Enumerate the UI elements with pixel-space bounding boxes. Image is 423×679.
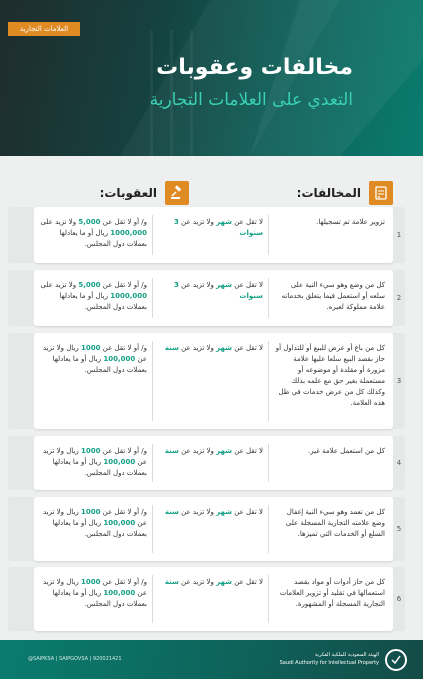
footer bbox=[0, 640, 423, 679]
page-subtitle: التعدي على العلامات التجارية bbox=[149, 90, 353, 110]
penalties-label: العقوبات: bbox=[99, 186, 157, 200]
prison-duration: لا تقل عن شهر ولا تزيد عن سنة bbox=[164, 447, 263, 455]
row-number: 6 bbox=[393, 567, 405, 631]
organization-name: الهيئة السعودية للملكية الفكرية Saudi Authority for Intellectual Property bbox=[279, 652, 379, 666]
violation-text: كل من استعمل علامة غير. bbox=[308, 447, 385, 455]
gavel-icon bbox=[165, 181, 189, 205]
fine-amount: و/ أو لا تقل عن 5,000 ولا تزيد على 1000,000 ريال أو ما يعادلها بعملات دول المجلس. bbox=[40, 281, 147, 311]
table-row bbox=[34, 497, 402, 561]
violations-header bbox=[275, 178, 393, 208]
penalties-header bbox=[93, 178, 189, 208]
fine-amount: و/ أو لا تقل عن 5,000 ولا تزيد على 1000,000 ريال أو ما يعادلها بعملات دول المجلس. bbox=[40, 218, 147, 248]
category-tag: العلامات التجارية bbox=[8, 22, 80, 36]
prison-duration: لا تقل عن شهر ولا تزيد عن 3 سنوات bbox=[174, 281, 263, 300]
prison-duration: لا تقل عن شهر ولا تزيد عن 3 سنوات bbox=[174, 218, 263, 237]
violations-label: المخالفات: bbox=[296, 186, 361, 200]
document-icon bbox=[369, 181, 393, 205]
violation-text: كل من تعمد وهو سيء النية إغفال وضع علامته التجارية المسجلة على السلع أو الخدمات التي تميزها. bbox=[285, 508, 385, 538]
prison-duration: لا تقل عن شهر ولا تزيد عن سنة bbox=[164, 344, 263, 352]
prison-duration: لا تقل عن شهر ولا تزيد عن سنة bbox=[164, 578, 263, 586]
fine-amount: و/ أو لا تقل عن 1000 ريال ولا تزيد عن 100,000 ريال أو ما يعادلها بعملات دول المجلس. bbox=[42, 578, 147, 608]
violation-text: كل من باع أو عرض للبيع أو للتداول أو حاز بقصد البيع سلعا عليها علامة مزورة أو مقلدة أو موضوعه أو مستعملة بغير حق مع علمه بذلك وكذلك كل من عرض خدمات في ظل هذه العلامة. bbox=[275, 344, 385, 407]
row-number: 3 bbox=[393, 333, 405, 429]
row-number: 5 bbox=[393, 497, 405, 561]
row-number: 4 bbox=[393, 436, 405, 490]
row-number: 1 bbox=[393, 207, 405, 263]
violation-text: تزوير علامة تم تسجيلها. bbox=[316, 218, 385, 226]
table-row bbox=[34, 270, 402, 326]
violation-text: كل من حاز أدوات أو مواد بقصد استعمالها في تقليد أو تزوير العلامات التجارية المسجلة أو المشهورة. bbox=[279, 578, 385, 608]
fine-amount: و/ أو لا تقل عن 1000 ريال ولا تزيد عن 100,000 ريال أو ما يعادلها بعملات دول المجلس. bbox=[42, 508, 147, 538]
fine-amount: و/ أو لا تقل عن 1000 ريال ولا تزيد عن 100,000 ريال أو ما يعادلها بعملات دول المجلس. bbox=[42, 344, 147, 374]
header-banner bbox=[0, 0, 423, 156]
prison-duration: لا تقل عن شهر ولا تزيد عن سنة bbox=[164, 508, 263, 516]
row-number: 2 bbox=[393, 270, 405, 326]
page-title: مخالفات وعقوبات bbox=[156, 55, 353, 80]
table-row bbox=[34, 207, 402, 263]
violation-text: كل من وضع وهو سيء النية على سلعه أو استعمل فيما يتعلق بخدماته علامة مملوكة لغيره. bbox=[281, 281, 385, 311]
table-row bbox=[34, 333, 402, 429]
table-row bbox=[34, 567, 402, 631]
social-handles[interactable]: @SAIPKSA | SAIPGOVSA | 920021421 bbox=[28, 656, 122, 662]
fine-amount: و/ أو لا تقل عن 1000 ريال ولا تزيد عن 100,000 ريال أو ما يعادلها بعملات دول المجلس. bbox=[42, 447, 147, 477]
saip-logo-icon bbox=[385, 649, 407, 671]
table-row bbox=[34, 436, 402, 490]
